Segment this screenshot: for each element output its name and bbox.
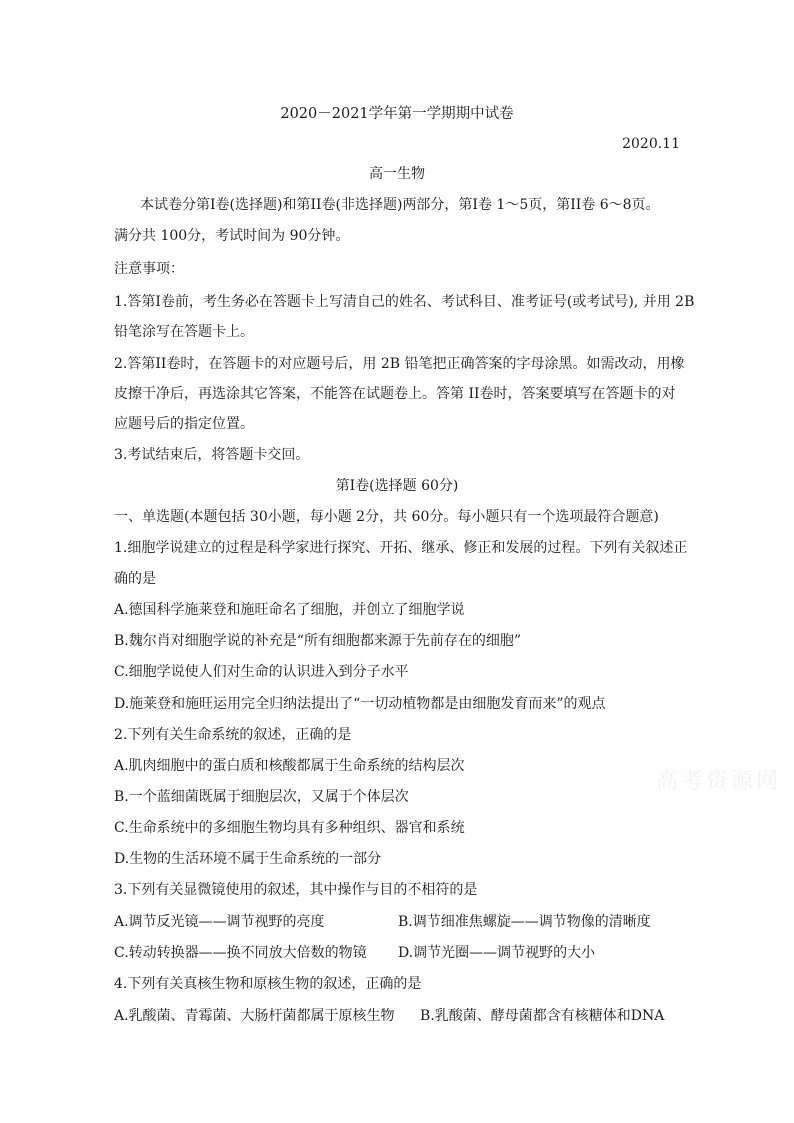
exam-date: 2020.11 [622, 136, 680, 152]
q1-option-b: B.魏尔肖对细胞学说的补充是“所有细胞都来源于先前存在的细胞” [114, 633, 522, 649]
note-2-line-1: 2.答第II卷时，在答题卡的对应题号后，用 2B 铅笔把正确答案的字母涂黑。如需改动，用橡 [114, 356, 685, 372]
notes-heading: 注意事项： [114, 261, 184, 277]
q2-stem: 2.下列有关生命系统的叙述，正确的是 [114, 727, 352, 743]
section-instruction: 一、单选题(本题包括 30小题，每小题 2分，共 60分。每小题只有一个选项最符合题意) [114, 509, 659, 525]
q4-stem: 4.下列有关真核生物和原核生物的叙述，正确的是 [114, 976, 422, 992]
intro-line-2: 满分共 100分，考试时间为 90分钟。 [114, 228, 350, 244]
section-title: 第I卷(选择题 60分) [335, 478, 459, 494]
q1-stem-line-1: 1.细胞学说建立的过程是科学家进行探究、开拓、继承、修正和发展的过程。下列有关叙述正 [114, 540, 688, 556]
q1-option-d: D.施莱登和施旺运用完全归纳法提出了“一切动植物都是由细胞发育而来”的观点 [114, 696, 606, 712]
note-2-line-3: 应题号后的指定位置。 [114, 416, 254, 432]
note-3: 3.考试结束后，将答题卡交回。 [114, 447, 310, 463]
q2-option-b: B.一个蓝细菌既属于细胞层次，又属于个体层次 [114, 789, 409, 805]
q3-option-b: B.调节细准焦螺旋——调节物像的清晰度 [398, 914, 651, 930]
subject-title: 高一生物 [369, 166, 425, 182]
intro-line-1: 本试卷分第I卷(选择题)和第II卷(非选择题)两部分，第I卷 1～5页，第II卷 6～8页。 [140, 197, 660, 213]
q3-option-a: A.调节反光镜——调节视野的亮度 [114, 914, 325, 930]
note-1-line-1: 1.答第I卷前，考生务必在答题卡上写清自己的姓名、考试科目、准考证号(或考试号), 并用 2B [114, 294, 695, 310]
q1-option-c: C.细胞学说使人们对生命的认识进入到分子水平 [114, 664, 409, 680]
note-1-line-2: 铅笔涂写在答题卡上。 [114, 324, 254, 340]
q2-option-c: C.生命系统中的多细胞生物均具有多种组织、器官和系统 [114, 820, 465, 836]
q2-option-a: A.肌肉细胞中的蛋白质和核酸都属于生命系统的结构层次 [114, 758, 465, 774]
q4-option-a: A.乳酸菌、青霉菌、大肠杆菌都属于原核生物 [114, 1008, 395, 1024]
note-2-line-2: 皮擦干净后，再选涂其它答案，不能答在试题卷上。答第 II卷时，答案要填写在答题卡的对 [114, 386, 676, 402]
q3-option-c: C.转动转换器——换不同放大倍数的物镜 [114, 945, 367, 961]
q1-stem-line-2: 确的是 [114, 571, 156, 587]
q1-option-a: A.德国科学施莱登和施旺命名了细胞，并创立了细胞学说 [114, 602, 465, 618]
exam-title: 2020－2021学年第一学期期中试卷 [280, 106, 514, 122]
watermark: 高考资源网 [656, 769, 782, 794]
q3-stem: 3.下列有关显微镜使用的叙述，其中操作与目的不相符的是 [114, 882, 478, 898]
q3-option-d: D.调节光圈——调节视野的大小 [398, 945, 596, 961]
q4-option-b: B.乳酸菌、酵母菌都含有核糖体和DNA [420, 1008, 665, 1024]
q2-option-d: D.生物的生活环境不属于生命系统的一部分 [114, 851, 382, 867]
